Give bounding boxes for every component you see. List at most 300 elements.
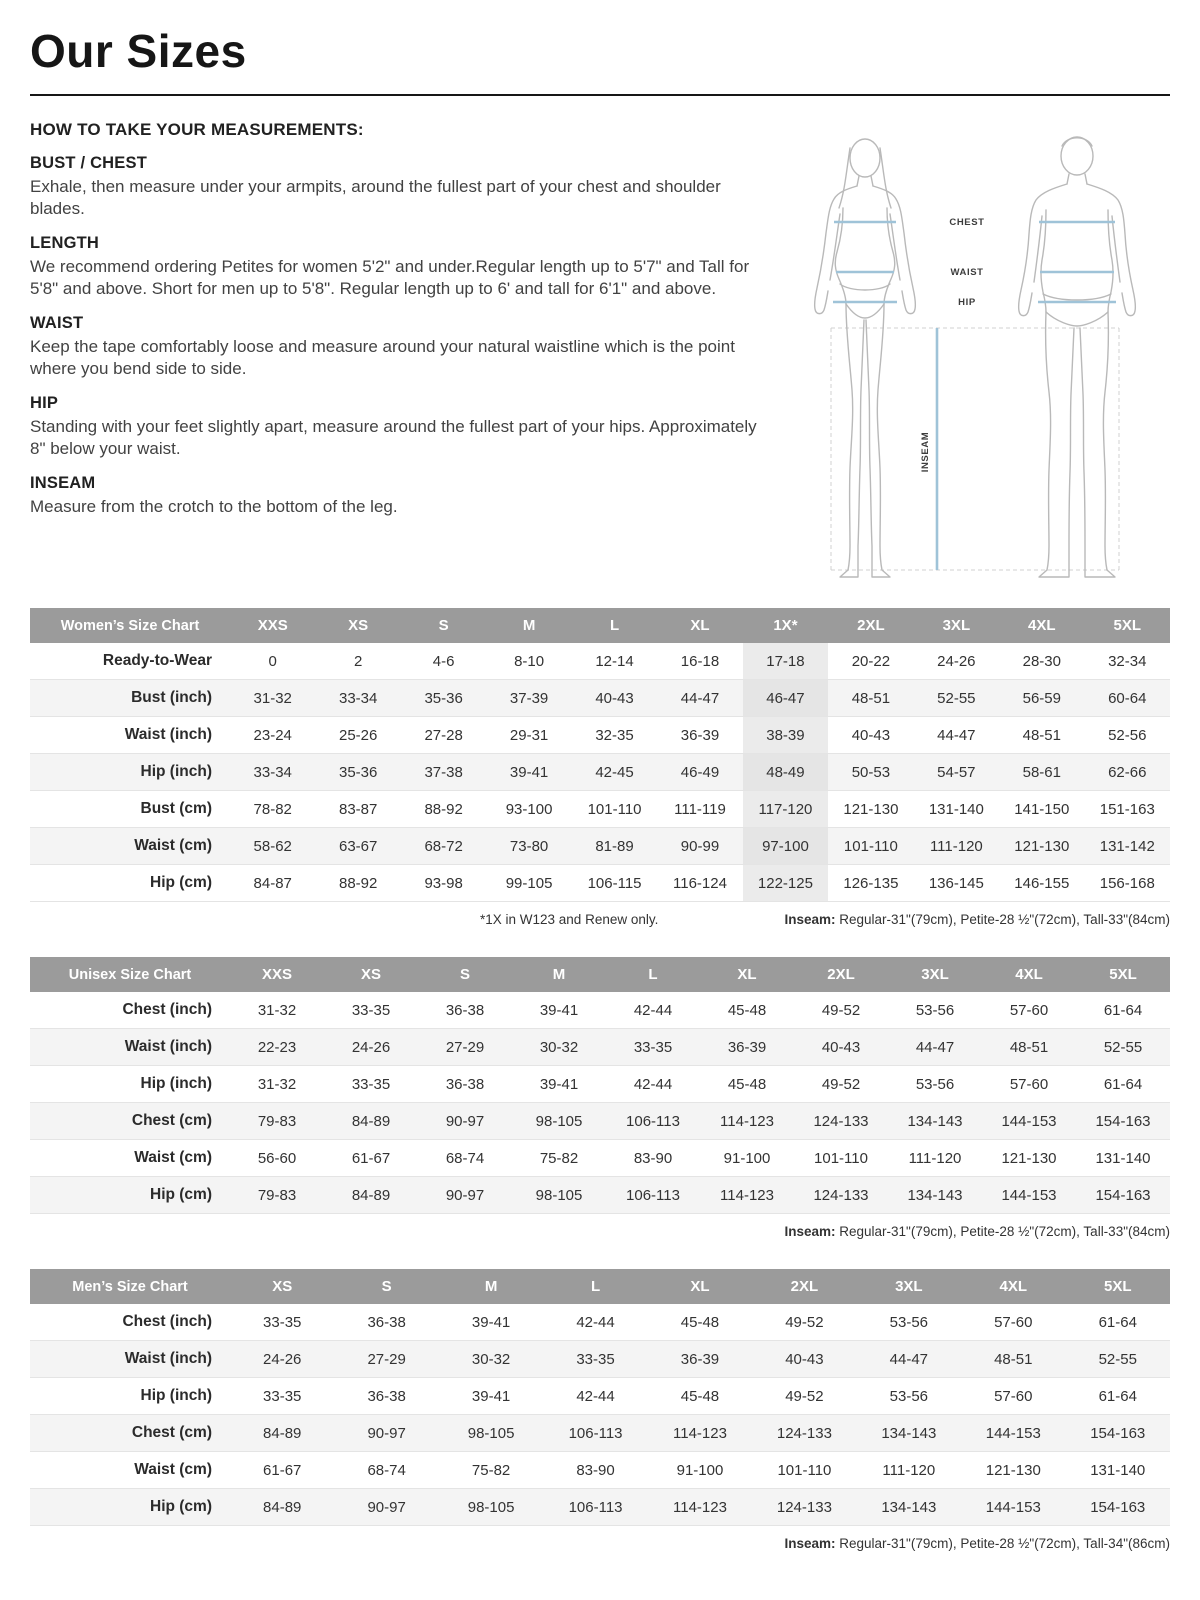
size-value-cell: 40-43 bbox=[572, 680, 657, 717]
row-label: Waist (inch) bbox=[30, 1029, 230, 1066]
size-value-cell: 49-52 bbox=[794, 992, 888, 1029]
chest-label: CHEST bbox=[949, 217, 985, 228]
size-value-cell: 61-64 bbox=[1076, 1066, 1170, 1103]
size-value-cell: 83-90 bbox=[543, 1452, 647, 1489]
size-value-cell: 106-113 bbox=[543, 1415, 647, 1452]
size-column-header: 5XL bbox=[1066, 1269, 1171, 1304]
size-value-cell: 42-44 bbox=[543, 1378, 647, 1415]
instruction-section-title: INSEAM bbox=[30, 473, 96, 492]
footnote-inseam-note bbox=[784, 912, 1170, 927]
size-value-cell: 33-35 bbox=[230, 1304, 334, 1341]
size-value-cell: 63-67 bbox=[315, 828, 400, 865]
size-value-cell: 57-60 bbox=[982, 1066, 1076, 1103]
size-value-cell: 45-48 bbox=[700, 992, 794, 1029]
size-value-cell: 116-124 bbox=[657, 865, 742, 902]
measurement-instructions bbox=[30, 120, 774, 531]
row-label: Waist (cm) bbox=[30, 1452, 230, 1489]
size-value-cell: 111-120 bbox=[888, 1140, 982, 1177]
size-value-cell: 8-10 bbox=[486, 643, 571, 680]
size-value-cell: 131-140 bbox=[914, 791, 999, 828]
size-value-cell: 111-120 bbox=[857, 1452, 961, 1489]
size-value-cell: 48-51 bbox=[982, 1029, 1076, 1066]
size-value-cell: 121-130 bbox=[828, 791, 913, 828]
row-label: Waist (inch) bbox=[30, 1341, 230, 1378]
footnote-inseam-label: Inseam: bbox=[784, 1224, 836, 1239]
size-value-cell: 88-92 bbox=[401, 791, 486, 828]
table-title: Men’s Size Chart bbox=[30, 1269, 230, 1304]
size-value-cell: 56-60 bbox=[230, 1140, 324, 1177]
size-value-cell: 61-67 bbox=[230, 1452, 334, 1489]
size-value-cell: 93-98 bbox=[401, 865, 486, 902]
size-value-cell: 154-163 bbox=[1076, 1177, 1170, 1214]
table-row bbox=[30, 680, 1170, 717]
size-value-cell: 144-153 bbox=[961, 1489, 1065, 1526]
size-value-cell: 84-89 bbox=[324, 1103, 418, 1140]
instruction-section-title: LENGTH bbox=[30, 233, 100, 252]
size-value-cell: 33-35 bbox=[606, 1029, 700, 1066]
size-value-cell: 46-47 bbox=[743, 680, 828, 717]
size-value-cell: 38-39 bbox=[743, 717, 828, 754]
size-value-cell: 40-43 bbox=[752, 1341, 856, 1378]
size-value-cell: 52-55 bbox=[1066, 1341, 1171, 1378]
size-column-header: 4XL bbox=[999, 608, 1084, 643]
size-value-cell: 27-29 bbox=[334, 1341, 438, 1378]
mens-size-table bbox=[30, 1269, 1170, 1526]
size-column-header: M bbox=[439, 1269, 543, 1304]
size-value-cell: 48-51 bbox=[999, 717, 1084, 754]
size-value-cell: 32-35 bbox=[572, 717, 657, 754]
size-value-cell: 50-53 bbox=[828, 754, 913, 791]
size-value-cell: 134-143 bbox=[888, 1103, 982, 1140]
size-value-cell: 33-35 bbox=[324, 992, 418, 1029]
size-value-cell: 58-61 bbox=[999, 754, 1084, 791]
size-value-cell: 58-62 bbox=[230, 828, 315, 865]
size-value-cell: 154-163 bbox=[1076, 1103, 1170, 1140]
size-value-cell: 24-26 bbox=[914, 643, 999, 680]
size-value-cell: 126-135 bbox=[828, 865, 913, 902]
measurement-section bbox=[30, 120, 1170, 592]
size-value-cell: 131-142 bbox=[1085, 828, 1170, 865]
size-value-cell: 90-97 bbox=[334, 1489, 438, 1526]
instruction-section-body: We recommend ordering Petites for women 5'2" and under.Regular length up to 5'7" and Tall for 5'8" and above. Short for men up to 5'8". Regular length up to 6' and tall for 6'1" and above. bbox=[30, 256, 750, 299]
row-label: Chest (cm) bbox=[30, 1415, 230, 1452]
size-value-cell: 57-60 bbox=[961, 1304, 1065, 1341]
table-row bbox=[30, 717, 1170, 754]
size-value-cell: 134-143 bbox=[857, 1415, 961, 1452]
size-value-cell: 106-113 bbox=[543, 1489, 647, 1526]
size-value-cell: 31-32 bbox=[230, 680, 315, 717]
size-value-cell: 36-38 bbox=[334, 1378, 438, 1415]
instruction-section-body: Exhale, then measure under your armpits, around the fullest part of your chest and shoulder blades. bbox=[30, 177, 721, 219]
size-value-cell: 106-113 bbox=[606, 1177, 700, 1214]
instruction-section-title: BUST / CHEST bbox=[30, 154, 147, 172]
size-value-cell: 39-41 bbox=[486, 754, 571, 791]
size-value-cell: 54-57 bbox=[914, 754, 999, 791]
header-row bbox=[30, 1269, 1170, 1304]
size-value-cell: 124-133 bbox=[794, 1177, 888, 1214]
size-value-cell: 98-105 bbox=[439, 1415, 543, 1452]
row-label: Hip (cm) bbox=[30, 1489, 230, 1526]
table-row bbox=[30, 1103, 1170, 1140]
size-column-header: 3XL bbox=[888, 957, 982, 992]
size-value-cell: 151-163 bbox=[1085, 791, 1170, 828]
size-value-cell: 144-153 bbox=[961, 1415, 1065, 1452]
size-value-cell: 36-38 bbox=[418, 992, 512, 1029]
size-column-header: XXS bbox=[230, 608, 315, 643]
size-value-cell: 136-145 bbox=[914, 865, 999, 902]
size-value-cell: 4-6 bbox=[401, 643, 486, 680]
size-value-cell: 61-64 bbox=[1066, 1304, 1171, 1341]
row-label: Hip (cm) bbox=[30, 1177, 230, 1214]
table-footnotes bbox=[30, 1224, 1170, 1239]
size-value-cell: 36-38 bbox=[334, 1304, 438, 1341]
title-divider bbox=[30, 94, 1170, 96]
size-column-header: 5XL bbox=[1076, 957, 1170, 992]
size-value-cell: 98-105 bbox=[512, 1177, 606, 1214]
size-value-cell: 24-26 bbox=[324, 1029, 418, 1066]
table-row bbox=[30, 1415, 1170, 1452]
instruction-section-title: WAIST bbox=[30, 313, 84, 332]
size-value-cell: 53-56 bbox=[888, 992, 982, 1029]
instruction-section bbox=[30, 154, 764, 221]
size-value-cell: 60-64 bbox=[1085, 680, 1170, 717]
size-column-header: 5XL bbox=[1085, 608, 1170, 643]
size-value-cell: 44-47 bbox=[657, 680, 742, 717]
size-value-cell: 52-56 bbox=[1085, 717, 1170, 754]
size-value-cell: 49-52 bbox=[752, 1304, 856, 1341]
size-column-header: S bbox=[401, 608, 486, 643]
size-column-header: 3XL bbox=[914, 608, 999, 643]
size-column-header: XL bbox=[657, 608, 742, 643]
instructions-heading: HOW TO TAKE YOUR MEASUREMENTS: bbox=[30, 120, 364, 139]
size-value-cell: 106-113 bbox=[606, 1103, 700, 1140]
size-value-cell: 39-41 bbox=[439, 1304, 543, 1341]
instruction-section-body: Standing with your feet slightly apart, measure around the fullest part of your hips. Approximately 8" below your waist. bbox=[30, 416, 757, 459]
size-value-cell: 111-120 bbox=[914, 828, 999, 865]
size-column-header: L bbox=[543, 1269, 647, 1304]
measurement-diagram bbox=[774, 120, 1170, 592]
size-value-cell: 122-125 bbox=[743, 865, 828, 902]
table-row bbox=[30, 1066, 1170, 1103]
instruction-section-title: HIP bbox=[30, 393, 59, 412]
size-value-cell: 49-52 bbox=[752, 1378, 856, 1415]
size-value-cell: 40-43 bbox=[794, 1029, 888, 1066]
size-column-header: L bbox=[572, 608, 657, 643]
size-value-cell: 83-87 bbox=[315, 791, 400, 828]
size-value-cell: 62-66 bbox=[1085, 754, 1170, 791]
row-label: Chest (inch) bbox=[30, 1304, 230, 1341]
size-value-cell: 114-123 bbox=[648, 1489, 752, 1526]
table-row bbox=[30, 828, 1170, 865]
size-value-cell: 52-55 bbox=[914, 680, 999, 717]
size-value-cell: 68-72 bbox=[401, 828, 486, 865]
table-row bbox=[30, 1341, 1170, 1378]
size-column-header: 2XL bbox=[828, 608, 913, 643]
size-column-header: 3XL bbox=[857, 1269, 961, 1304]
row-label: Hip (inch) bbox=[30, 754, 230, 791]
size-value-cell: 17-18 bbox=[743, 643, 828, 680]
size-value-cell: 45-48 bbox=[648, 1304, 752, 1341]
size-value-cell: 90-97 bbox=[334, 1415, 438, 1452]
table-title: Women’s Size Chart bbox=[30, 608, 230, 643]
size-value-cell: 56-59 bbox=[999, 680, 1084, 717]
size-value-cell: 134-143 bbox=[888, 1177, 982, 1214]
size-value-cell: 37-38 bbox=[401, 754, 486, 791]
size-column-header: L bbox=[606, 957, 700, 992]
size-value-cell: 27-29 bbox=[418, 1029, 512, 1066]
size-value-cell: 25-26 bbox=[315, 717, 400, 754]
size-value-cell: 79-83 bbox=[230, 1103, 324, 1140]
table-row bbox=[30, 1029, 1170, 1066]
row-label: Bust (cm) bbox=[30, 791, 230, 828]
row-label: Bust (inch) bbox=[30, 680, 230, 717]
size-value-cell: 30-32 bbox=[512, 1029, 606, 1066]
size-value-cell: 90-99 bbox=[657, 828, 742, 865]
womens-size-table bbox=[30, 608, 1170, 902]
size-value-cell: 121-130 bbox=[999, 828, 1084, 865]
row-label: Waist (inch) bbox=[30, 717, 230, 754]
table-row bbox=[30, 865, 1170, 902]
size-value-cell: 45-48 bbox=[648, 1378, 752, 1415]
instruction-section bbox=[30, 234, 764, 301]
size-value-cell: 84-89 bbox=[230, 1489, 334, 1526]
instruction-section-body: Measure from the crotch to the bottom of the leg. bbox=[30, 496, 398, 516]
size-value-cell: 33-35 bbox=[324, 1066, 418, 1103]
instruction-section bbox=[30, 394, 764, 461]
size-value-cell: 44-47 bbox=[914, 717, 999, 754]
size-value-cell: 39-41 bbox=[439, 1378, 543, 1415]
size-value-cell: 117-120 bbox=[743, 791, 828, 828]
row-label: Ready-to-Wear bbox=[30, 643, 230, 680]
size-value-cell: 39-41 bbox=[512, 1066, 606, 1103]
size-value-cell: 53-56 bbox=[888, 1066, 982, 1103]
row-label: Hip (inch) bbox=[30, 1378, 230, 1415]
size-value-cell: 84-87 bbox=[230, 865, 315, 902]
table-row bbox=[30, 1304, 1170, 1341]
size-value-cell: 61-67 bbox=[324, 1140, 418, 1177]
row-label: Chest (inch) bbox=[30, 992, 230, 1029]
size-column-header: M bbox=[512, 957, 606, 992]
size-column-header: XS bbox=[315, 608, 400, 643]
footnote-inseam-values: Regular-31"(79cm), Petite-28 ½"(72cm), Tall-33"(84cm) bbox=[835, 1224, 1170, 1239]
footnote-inseam-values: Regular-31"(79cm), Petite-28 ½"(72cm), Tall-34"(86cm) bbox=[835, 1536, 1170, 1551]
size-value-cell: 35-36 bbox=[401, 680, 486, 717]
size-value-cell: 42-44 bbox=[606, 992, 700, 1029]
footnote-inseam-label: Inseam: bbox=[784, 912, 836, 927]
size-column-header: 2XL bbox=[752, 1269, 856, 1304]
size-value-cell: 131-140 bbox=[1076, 1140, 1170, 1177]
size-value-cell: 121-130 bbox=[961, 1452, 1065, 1489]
size-value-cell: 42-44 bbox=[606, 1066, 700, 1103]
size-value-cell: 48-51 bbox=[828, 680, 913, 717]
table-row bbox=[30, 643, 1170, 680]
size-column-header: S bbox=[334, 1269, 438, 1304]
instruction-section bbox=[30, 474, 764, 518]
size-value-cell: 35-36 bbox=[315, 754, 400, 791]
size-value-cell: 73-80 bbox=[486, 828, 571, 865]
size-value-cell: 22-23 bbox=[230, 1029, 324, 1066]
unisex-size-chart-block bbox=[30, 957, 1170, 1239]
size-value-cell: 33-34 bbox=[230, 754, 315, 791]
size-value-cell: 30-32 bbox=[439, 1341, 543, 1378]
size-value-cell: 144-153 bbox=[982, 1103, 1076, 1140]
size-value-cell: 28-30 bbox=[999, 643, 1084, 680]
size-value-cell: 36-39 bbox=[700, 1029, 794, 1066]
size-value-cell: 57-60 bbox=[982, 992, 1076, 1029]
instruction-section-body: Keep the tape comfortably loose and measure around your natural waistline which is the point where you bend side to side. bbox=[30, 336, 735, 379]
size-value-cell: 48-49 bbox=[743, 754, 828, 791]
size-value-cell: 98-105 bbox=[439, 1489, 543, 1526]
size-value-cell: 36-39 bbox=[657, 717, 742, 754]
table-title: Unisex Size Chart bbox=[30, 957, 230, 992]
table-footnotes bbox=[30, 912, 1170, 927]
table-footnotes bbox=[30, 1536, 1170, 1551]
size-value-cell: 52-55 bbox=[1076, 1029, 1170, 1066]
size-value-cell: 45-48 bbox=[700, 1066, 794, 1103]
male-figure-outline bbox=[1019, 137, 1136, 577]
size-value-cell: 46-49 bbox=[657, 754, 742, 791]
footnote-1x-note: *1X in W123 and Renew only. bbox=[480, 912, 659, 927]
size-value-cell: 2 bbox=[315, 643, 400, 680]
table-row bbox=[30, 1177, 1170, 1214]
size-value-cell: 53-56 bbox=[857, 1378, 961, 1415]
size-value-cell: 49-52 bbox=[794, 1066, 888, 1103]
size-value-cell: 91-100 bbox=[648, 1452, 752, 1489]
size-value-cell: 29-31 bbox=[486, 717, 571, 754]
size-value-cell: 141-150 bbox=[999, 791, 1084, 828]
size-value-cell: 114-123 bbox=[700, 1103, 794, 1140]
size-value-cell: 84-89 bbox=[324, 1177, 418, 1214]
table-row bbox=[30, 992, 1170, 1029]
size-value-cell: 97-100 bbox=[743, 828, 828, 865]
body-measurement-illustration bbox=[774, 122, 1170, 592]
size-value-cell: 33-35 bbox=[230, 1378, 334, 1415]
size-value-cell: 154-163 bbox=[1066, 1415, 1171, 1452]
size-value-cell: 79-83 bbox=[230, 1177, 324, 1214]
size-value-cell: 33-34 bbox=[315, 680, 400, 717]
table-row bbox=[30, 791, 1170, 828]
size-value-cell: 101-110 bbox=[572, 791, 657, 828]
size-value-cell: 114-123 bbox=[648, 1415, 752, 1452]
row-label: Hip (inch) bbox=[30, 1066, 230, 1103]
footnote-inseam-note bbox=[784, 1536, 1170, 1551]
size-value-cell: 91-100 bbox=[700, 1140, 794, 1177]
waist-label: WAIST bbox=[950, 267, 984, 278]
row-label: Waist (cm) bbox=[30, 1140, 230, 1177]
size-value-cell: 23-24 bbox=[230, 717, 315, 754]
size-value-cell: 84-89 bbox=[230, 1415, 334, 1452]
inseam-guide-lines bbox=[831, 328, 1119, 570]
size-column-header: M bbox=[486, 608, 571, 643]
size-value-cell: 111-119 bbox=[657, 791, 742, 828]
size-value-cell: 90-97 bbox=[418, 1177, 512, 1214]
unisex-size-table bbox=[30, 957, 1170, 1214]
table-row bbox=[30, 1378, 1170, 1415]
size-value-cell: 81-89 bbox=[572, 828, 657, 865]
size-value-cell: 39-41 bbox=[512, 992, 606, 1029]
size-value-cell: 121-130 bbox=[982, 1140, 1076, 1177]
instruction-section bbox=[30, 314, 764, 381]
size-value-cell: 90-97 bbox=[418, 1103, 512, 1140]
size-value-cell: 12-14 bbox=[572, 643, 657, 680]
size-value-cell: 101-110 bbox=[794, 1140, 888, 1177]
size-column-header: S bbox=[418, 957, 512, 992]
size-value-cell: 61-64 bbox=[1076, 992, 1170, 1029]
size-value-cell: 101-110 bbox=[828, 828, 913, 865]
size-value-cell: 16-18 bbox=[657, 643, 742, 680]
size-value-cell: 124-133 bbox=[752, 1415, 856, 1452]
inseam-label: INSEAM bbox=[920, 431, 931, 473]
size-value-cell: 154-163 bbox=[1066, 1489, 1171, 1526]
size-value-cell: 98-105 bbox=[512, 1103, 606, 1140]
footnote-inseam-values: Regular-31"(79cm), Petite-28 ½"(72cm), Tall-33"(84cm) bbox=[835, 912, 1170, 927]
row-label: Waist (cm) bbox=[30, 828, 230, 865]
size-value-cell: 36-38 bbox=[418, 1066, 512, 1103]
size-column-header: XXS bbox=[230, 957, 324, 992]
size-value-cell: 83-90 bbox=[606, 1140, 700, 1177]
size-value-cell: 124-133 bbox=[794, 1103, 888, 1140]
size-charts bbox=[30, 608, 1170, 1551]
size-value-cell: 106-115 bbox=[572, 865, 657, 902]
size-value-cell: 88-92 bbox=[315, 865, 400, 902]
womens-size-chart-block bbox=[30, 608, 1170, 927]
size-value-cell: 93-100 bbox=[486, 791, 571, 828]
size-column-header: XS bbox=[324, 957, 418, 992]
size-value-cell: 37-39 bbox=[486, 680, 571, 717]
size-value-cell: 78-82 bbox=[230, 791, 315, 828]
size-value-cell: 0 bbox=[230, 643, 315, 680]
size-value-cell: 61-64 bbox=[1066, 1378, 1171, 1415]
size-column-header: 4XL bbox=[961, 1269, 1065, 1304]
size-value-cell: 99-105 bbox=[486, 865, 571, 902]
page-title: Our Sizes bbox=[30, 25, 247, 77]
size-value-cell: 101-110 bbox=[752, 1452, 856, 1489]
size-value-cell: 156-168 bbox=[1085, 865, 1170, 902]
mens-size-chart-block bbox=[30, 1269, 1170, 1551]
size-value-cell: 40-43 bbox=[828, 717, 913, 754]
size-value-cell: 24-26 bbox=[230, 1341, 334, 1378]
size-value-cell: 68-74 bbox=[418, 1140, 512, 1177]
size-value-cell: 42-45 bbox=[572, 754, 657, 791]
size-value-cell: 31-32 bbox=[230, 1066, 324, 1103]
size-value-cell: 131-140 bbox=[1066, 1452, 1171, 1489]
size-column-header: XS bbox=[230, 1269, 334, 1304]
row-label: Hip (cm) bbox=[30, 865, 230, 902]
size-value-cell: 33-35 bbox=[543, 1341, 647, 1378]
header-row bbox=[30, 608, 1170, 643]
size-value-cell: 53-56 bbox=[857, 1304, 961, 1341]
female-figure-outline bbox=[815, 139, 916, 577]
table-row bbox=[30, 1452, 1170, 1489]
size-value-cell: 75-82 bbox=[439, 1452, 543, 1489]
size-value-cell: 134-143 bbox=[857, 1489, 961, 1526]
size-value-cell: 124-133 bbox=[752, 1489, 856, 1526]
size-value-cell: 27-28 bbox=[401, 717, 486, 754]
header-row bbox=[30, 957, 1170, 992]
size-value-cell: 42-44 bbox=[543, 1304, 647, 1341]
size-column-header: XL bbox=[700, 957, 794, 992]
table-row bbox=[30, 754, 1170, 791]
size-value-cell: 36-39 bbox=[648, 1341, 752, 1378]
size-value-cell: 57-60 bbox=[961, 1378, 1065, 1415]
hip-label: HIP bbox=[958, 297, 976, 308]
row-label: Chest (cm) bbox=[30, 1103, 230, 1140]
size-value-cell: 114-123 bbox=[700, 1177, 794, 1214]
footnote-inseam-note bbox=[784, 1224, 1170, 1239]
size-value-cell: 31-32 bbox=[230, 992, 324, 1029]
size-value-cell: 44-47 bbox=[857, 1341, 961, 1378]
size-value-cell: 20-22 bbox=[828, 643, 913, 680]
